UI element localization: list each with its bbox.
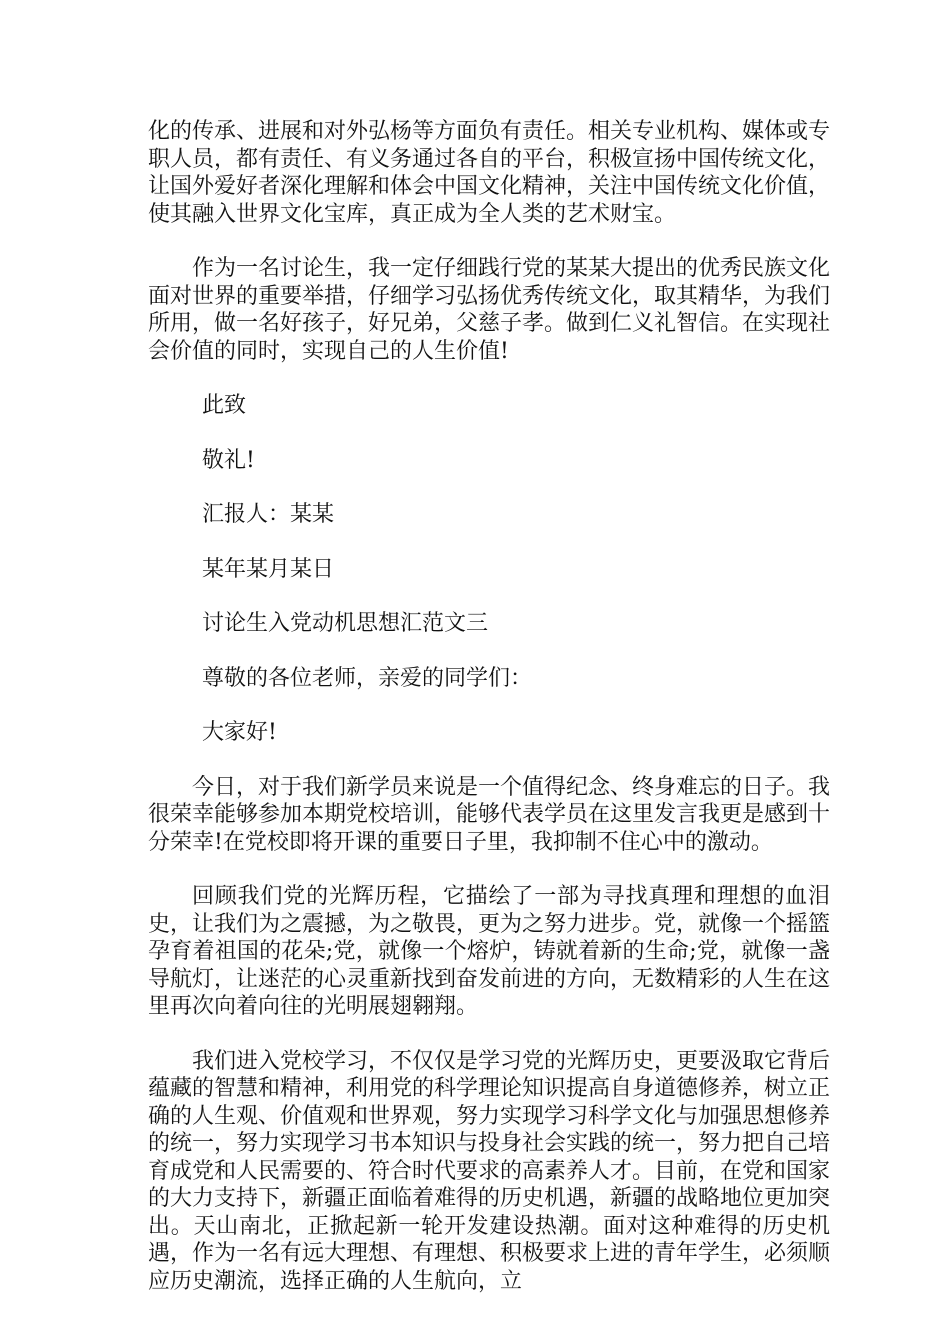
closing-regards: 敬礼! bbox=[202, 447, 255, 473]
section-title: 讨论生入党动机思想汇范文三 bbox=[202, 611, 489, 636]
reporter-signature: 汇报人：某某 bbox=[202, 502, 335, 527]
speech-hello: 大家好! bbox=[202, 720, 277, 745]
paragraph-party-history: 回顾我们党的光辉历程，它描绘了一部为寻找真理和理想的血泪史，让我们为之震撼，为之敬畏，更为之努力进步。党，就像一个摇篮孕育着祖国的花朵;党，就像一个熔炉，铸就着新的生命;党，就像一盏导航灯，让迷茫的心灵重新找到奋发前进的方向，无数精彩的人生在这里再次向着向往的光明展翅翱翔。 bbox=[148, 884, 831, 1019]
closing-salutation: 此致 bbox=[202, 393, 247, 418]
paragraph-cultural-responsibility: 化的传承、进展和对外弘杨等方面负有责任。相关专业机构、媒体或专职人员，都有责任、有义务通过各自的平台，积极宣扬中国传统文化，让国外爱好者深化理解和体会中国文化精神，关注中国传统文化价值，使其融入世界文化宝库，真正成为全人类的艺术财宝。 bbox=[148, 119, 831, 227]
paragraph-memorable-day: 今日，对于我们新学员来说是一个值得纪念、终身难忘的日子。我很荣幸能够参加本期党校培训，能够代表学员在这里发言我更是感到十分荣幸!在党校即将开课的重要日子里，我抑制不住心中的激动。 bbox=[148, 774, 831, 855]
speech-greeting: 尊敬的各位老师，亲爱的同学们： bbox=[202, 665, 533, 691]
document-page bbox=[148, 118, 830, 1295]
paragraph-party-school-study: 我们进入党校学习，不仅仅是学习党的光辉历史，更要汲取它背后蕴藏的智慧和精神，利用党的科学理论知识提高自身道德修养，树立正确的人生观、价值观和世界观，努力实现学习科学文化与加强思想修养的统一，努力实现学习书本知识与投身社会实践的统一，努力把自己培育成党和人民需要的、符合时代要求的高素养人才。目前，在党和国家的大力支持下，新疆正面临着难得的历史机遇，新疆的战略地位更加突出。天山南北，正掀起新一轮开发建设热潮。面对这种难得的历史机遇，作为一名有远大理想、有理想、积极要求上进的青年学生，必须顺应历史潮流，选择正确的人生航向，立 bbox=[148, 1048, 831, 1294]
paragraph-personal-commitment: 作为一名讨论生，我一定仔细践行党的某某大提出的优秀民族文化面对世界的重要举措，仔细学习弘扬优秀传统文化，取其精华，为我们所用，做一名好孩子，好兄弟，父慈子孝。做到仁义礼智信。在实现社会价值的同时，实现自己的人生价值! bbox=[148, 256, 831, 364]
report-date: 某年某月某日 bbox=[202, 556, 335, 582]
